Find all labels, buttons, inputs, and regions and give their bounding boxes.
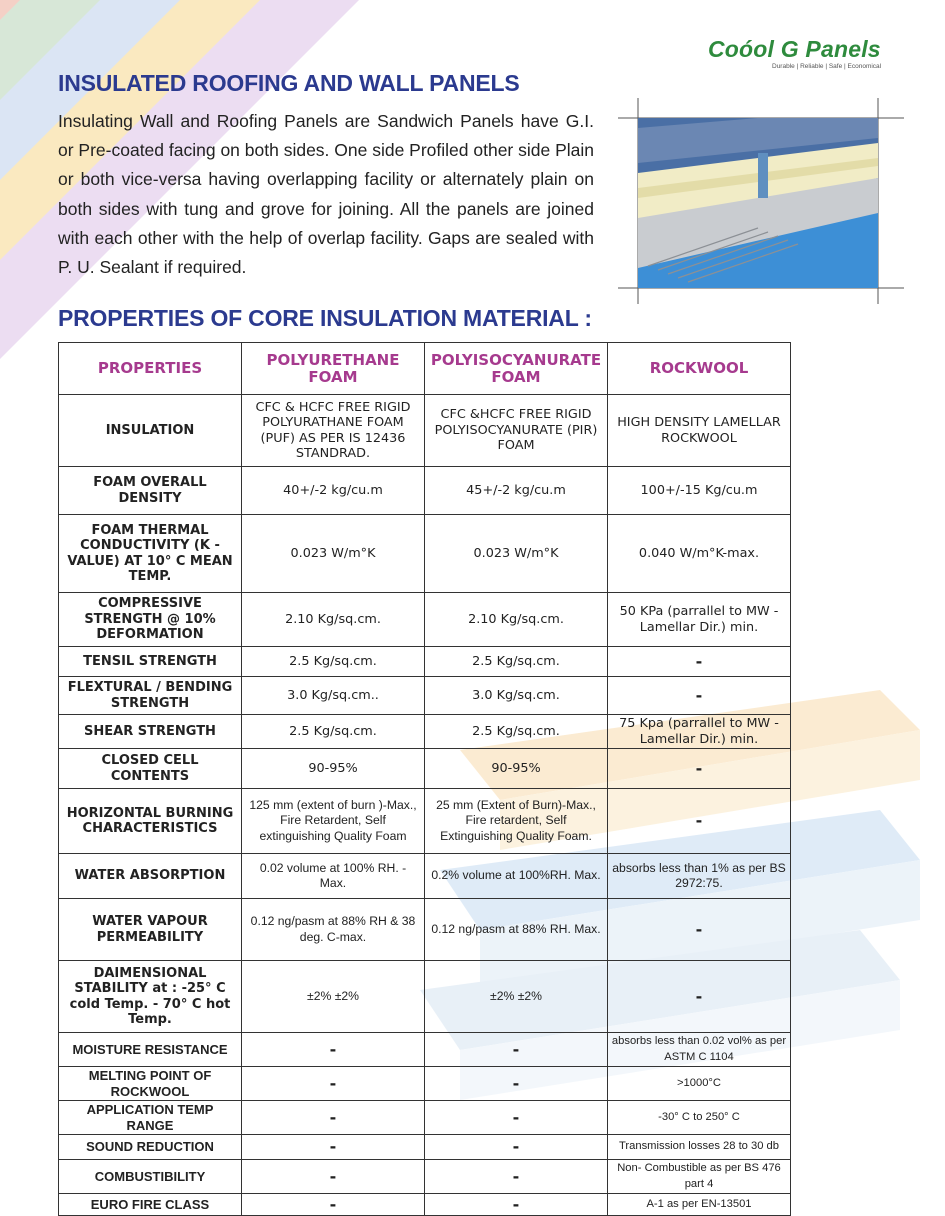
cell-pir: - (425, 1135, 608, 1160)
table-row (59, 467, 791, 515)
cell-pir: - (425, 1101, 608, 1135)
cell-rockwool: A-1 as per EN-13501 (608, 1194, 791, 1216)
row-property: MELTING POINT OF ROCKWOOL (59, 1067, 242, 1101)
row-property: HORIZONTAL BURNING CHARACTERISTICS (59, 789, 242, 854)
cell-pir: 3.0 Kg/sq.cm. (425, 677, 608, 715)
cell-pir: ±2% ±2% (425, 961, 608, 1033)
row-property: SHEAR STRENGTH (59, 715, 242, 749)
cell-puf: - (242, 1135, 425, 1160)
cell-puf: - (242, 1033, 425, 1067)
cell-puf: 0.12 ng/pasm at 88% RH & 38 deg. C-max. (242, 899, 425, 961)
row-property: DAIMENSIONAL STABILITY at : -25° C cold Temp. - 70° C hot Temp. (59, 961, 242, 1033)
panel-photo-frame (618, 98, 904, 304)
row-property: SOUND REDUCTION (59, 1135, 242, 1160)
cell-rockwool: - (608, 749, 791, 789)
cell-rockwool: >1000°C (608, 1067, 791, 1101)
cell-pir: 25 mm (Extent of Burn)-Max., Fire retardent, Self Extinguishing Quality Foam. (425, 789, 608, 854)
cell-rockwool: Transmission losses 28 to 30 db (608, 1135, 791, 1160)
cell-puf: 40+/-2 kg/cu.m (242, 467, 425, 515)
table-row (59, 1033, 791, 1067)
table-row (59, 647, 791, 677)
row-property: INSULATION (59, 395, 242, 467)
cell-rockwool: - (608, 677, 791, 715)
cell-puf: 2.5 Kg/sq.cm. (242, 647, 425, 677)
cell-puf: 125 mm (extent of burn )-Max., Fire Retardent, Self extinguishing Quality Foam (242, 789, 425, 854)
cell-puf: - (242, 1067, 425, 1101)
cell-rockwool: 75 Kpa (parrallel to MW - Lamellar Dir.) min. (608, 715, 791, 749)
page-title: INSULATED ROOFING AND WALL PANELS (58, 70, 520, 96)
table-row (59, 1067, 791, 1101)
header-properties: PROPERTIES (59, 343, 242, 395)
table-header-row (59, 343, 791, 395)
cell-rockwool: 0.040 W/m°K-max. (608, 515, 791, 593)
cell-pir: 0.12 ng/pasm at 88% RH. Max. (425, 899, 608, 961)
table-row (59, 1194, 791, 1216)
cell-pir: - (425, 1033, 608, 1067)
cell-rockwool: -30° C to 250° C (608, 1101, 791, 1135)
table-row (59, 515, 791, 593)
row-property: WATER ABSORPTION (59, 854, 242, 899)
sandwich-panel-image (638, 118, 878, 288)
row-property: WATER VAPOUR PERMEABILITY (59, 899, 242, 961)
cell-puf: 2.5 Kg/sq.cm. (242, 715, 425, 749)
cell-rockwool: - (608, 647, 791, 677)
row-property: EURO FIRE CLASS (59, 1194, 242, 1216)
cell-puf: 0.02 volume at 100% RH. - Max. (242, 854, 425, 899)
row-property: FOAM THERMAL CONDUCTIVITY (K - VALUE) AT 10° C MEAN TEMP. (59, 515, 242, 593)
properties-table (58, 342, 791, 1216)
cell-pir: - (425, 1067, 608, 1101)
cell-pir: - (425, 1194, 608, 1216)
logo-text: Coóol G Panels (708, 36, 881, 62)
row-property: TENSIL STRENGTH (59, 647, 242, 677)
cell-rockwool: - (608, 899, 791, 961)
table-row (59, 1135, 791, 1160)
table-row (59, 961, 791, 1033)
cell-rockwool: 50 KPa (parrallel to MW - Lamellar Dir.) min. (608, 593, 791, 647)
cell-rockwool: Non- Combustible as per BS 476 part 4 (608, 1160, 791, 1194)
cell-puf: 90-95% (242, 749, 425, 789)
table-row (59, 593, 791, 647)
cell-puf: 3.0 Kg/sq.cm.. (242, 677, 425, 715)
cell-rockwool: - (608, 789, 791, 854)
cell-puf: CFC & HCFC FREE RIGID POLYURATHANE FOAM (PUF) AS PER IS 12436 STANDRAD. (242, 395, 425, 467)
cell-puf: - (242, 1101, 425, 1135)
row-property: COMBUSTIBILITY (59, 1160, 242, 1194)
cell-rockwool: - (608, 961, 791, 1033)
row-property: FOAM OVERALL DENSITY (59, 467, 242, 515)
cell-rockwool: 100+/-15 Kg/cu.m (608, 467, 791, 515)
header-rockwool: ROCKWOOL (608, 343, 791, 395)
cell-puf: - (242, 1160, 425, 1194)
header-polyisocyanurate: POLYISOCYANURATE FOAM (425, 343, 608, 395)
table-row (59, 395, 791, 467)
header-polyurethane: POLYURETHANE FOAM (242, 343, 425, 395)
cell-pir: 0.2% volume at 100%RH. Max. (425, 854, 608, 899)
cell-puf: - (242, 1194, 425, 1216)
table-row (59, 1101, 791, 1135)
cell-puf: 2.10 Kg/sq.cm. (242, 593, 425, 647)
table-row (59, 789, 791, 854)
cell-pir: 2.5 Kg/sq.cm. (425, 715, 608, 749)
table-row (59, 749, 791, 789)
table-row (59, 854, 791, 899)
cell-pir: CFC &HCFC FREE RIGID POLYISOCYANURATE (PIR) FOAM (425, 395, 608, 467)
row-property: FLEXTURAL / BENDING STRENGTH (59, 677, 242, 715)
row-property: APPLICATION TEMP RANGE (59, 1101, 242, 1135)
properties-heading: PROPERTIES OF CORE INSULATION MATERIAL : (58, 305, 592, 331)
table-row (59, 715, 791, 749)
table-row (59, 677, 791, 715)
cell-pir: 90-95% (425, 749, 608, 789)
row-property: CLOSED CELL CONTENTS (59, 749, 242, 789)
cell-pir: 45+/-2 kg/cu.m (425, 467, 608, 515)
cell-pir: 0.023 W/m°K (425, 515, 608, 593)
cell-pir: 2.10 Kg/sq.cm. (425, 593, 608, 647)
intro-paragraph: Insulating Wall and Roofing Panels are Sandwich Panels have G.I. or Pre-coated facing on both sides. One side Profiled other side Plain or both vice-versa having overlapping facility or alternately plain on both sides with tung and grove for joining. All the panels are joined with each other with the help of overlap facility. Gaps are sealed with P. U. Sealant if required. (58, 111, 595, 278)
row-property: MOISTURE RESISTANCE (59, 1033, 242, 1067)
cell-pir: - (425, 1160, 608, 1194)
table-row (59, 1160, 791, 1194)
brand-logo (708, 36, 888, 72)
logo-tagline: Durable | Reliable | Safe | Economical (772, 63, 882, 70)
cell-pir: 2.5 Kg/sq.cm. (425, 647, 608, 677)
table-row (59, 899, 791, 961)
cell-puf: ±2% ±2% (242, 961, 425, 1033)
cell-rockwool: absorbs less than 1% as per BS 2972:75. (608, 854, 791, 899)
row-property: COMPRESSIVE STRENGTH @ 10% DEFORMATION (59, 593, 242, 647)
cell-puf: 0.023 W/m°K (242, 515, 425, 593)
cell-rockwool: HIGH DENSITY LAMELLAR ROCKWOOL (608, 395, 791, 467)
cell-rockwool: absorbs less than 0.02 vol% as per ASTM C 1104 (608, 1033, 791, 1067)
